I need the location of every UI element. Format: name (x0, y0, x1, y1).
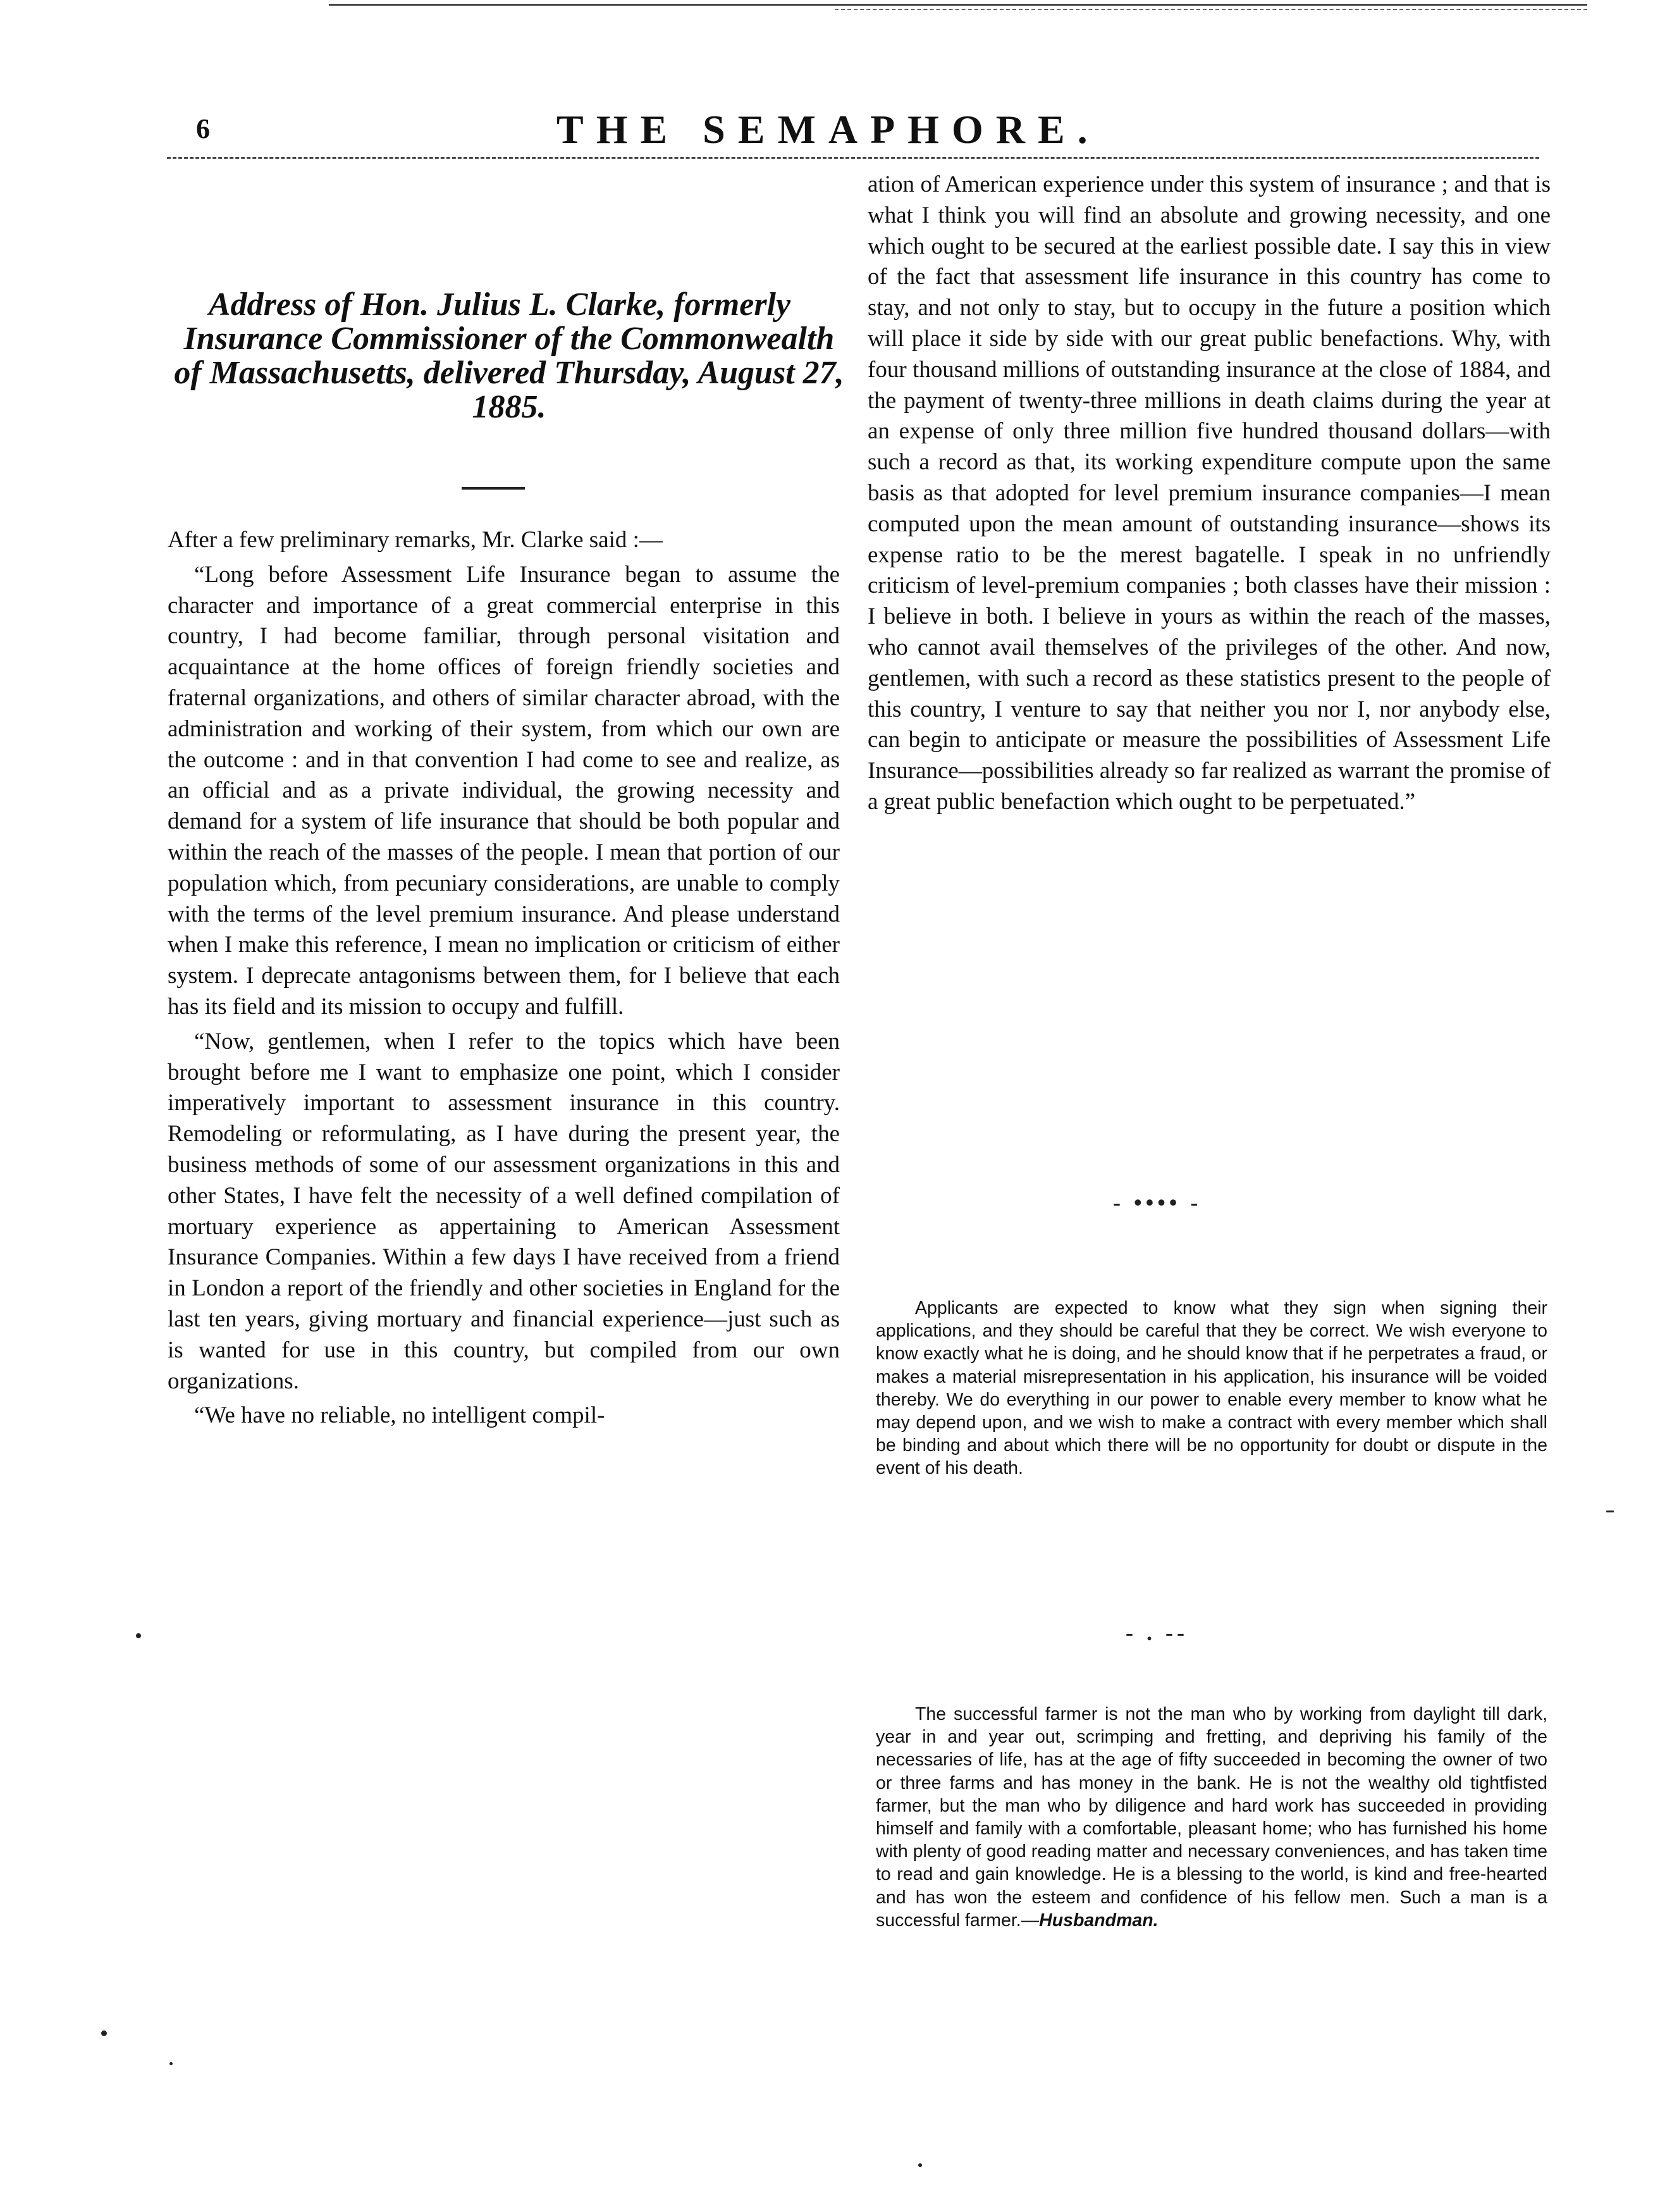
title-divider (462, 487, 525, 490)
top-border-rule (329, 4, 1587, 6)
section-separator: - . -- (1126, 1620, 1188, 1645)
article-continuation: ation of American experience under this system of insurance ; and that is what I think you will find an absolute and growing necessity, and one which ought to be secured at the earliest possible date. I say this in view of the fact that assessment life insurance in this country has come to stay, and not only to stay, but to occupy in the future a position which will place it side by side with our great public benefactions. Why, with four thousand millions of outstanding insurance at the close of 1884, and the payment of twenty-three millions in death claims during the year at an expense of only three million five hundred thousand dollars—with such a record as that, its working expenditure compute upon the same basis as that adopted for level premium insurance companies—I mean computed upon the mean amount of outstanding insurance—shows its expense ratio to be the merest bagatelle. I speak in no unfriendly criticism of level-premium companies ; both classes have their mission : I believe in both. I believe in yours as within the reach of the masses, who cannot avail themselves of the privileges of the other. And now, gentlemen, with such a record as these statistics present to the people of this country, I venture to say that neither you nor I, nor anybody else, can begin to anticipate or measure the possibilities of Assessment Life Insurance—possibilities already so far realized as warrant the promise of a great public benefaction which ought to be perpetuated.” (868, 171, 1551, 815)
print-speck (136, 1633, 141, 1638)
print-speck (101, 2030, 107, 2036)
article-intro: After a few preliminary remarks, Mr. Clarke said :— (168, 527, 663, 553)
farmer-note (876, 1703, 1547, 1932)
masthead: THE SEMAPHORE. (556, 107, 1100, 152)
header-rule (167, 157, 1539, 159)
article-paragraph: “Long before Assessment Life Insurance began to assume the character and importance of a great commercial enterprise in this country, I had become familiar, through personal visitation and acquaintance at the home offices of foreign friendly societies and fraternal organizations, and others of similar character abroad, with the administration and working of their system, from which our own are the outcome : and in that convention I had come to see and realize, as an official and as a private individual, the growing necessity and demand for a system of life insurance that should be both popular and within the reach of the masses of the people. I mean that portion of our population which, from pecuniary considerations, are unable to comply with the terms of the level premium insurance. And please understand when I make this reference, I mean no implication or criticism of either system. I deprecate antagonisms between them, for I believe that each has its field and its mission to occupy and fulfill. (168, 561, 840, 1020)
article-paragraph: “Now, gentlemen, when I refer to the topics which have been brought before me I want to emphasize one point, which I consider imperatively important to assessment insurance in this country. Remodeling or reformulating, as I have during the present year, the business methods of some of our assessment organizations in this and other States, I have felt the necessity of a well defined compilation of mortuary experience as appertaining to American Assessment Insurance Companies. Within a few days I have received from a friend in London a report of the friendly and other societies in England for the last ten years, giving mortuary and financial experience—just such as is wanted for use in this country, but compiled from our own organizations. (168, 1028, 840, 1394)
print-speck (169, 2062, 173, 2065)
farmer-note-source: Husbandman. (1039, 1910, 1159, 1931)
applicants-note: Applicants are expected to know what they sign when signing their applications, and they should be careful that they be correct. We wish everyone to know exactly what he is doing, and he should know that if he perpetrates a fraud, or makes a material misrepresentation in his application, his insurance will be voided thereby. We do everything in our power to enable every member to know what he may depend upon, and we wish to make a contract with every member which shall be binding and about which there will be no opportunity for doubt or dispute in the event of his death. (876, 1298, 1547, 1479)
print-speck (918, 2163, 922, 2167)
section-separator: - •••• - (1113, 1190, 1202, 1215)
page-number: 6 (196, 113, 210, 144)
print-speck (1606, 1511, 1614, 1512)
article-title: Address of Hon. Julius L. Clarke, formerly Insurance Commissioner of the Commonwealth of Massachusetts, delivered Thursday, August 27, 1885. (174, 287, 844, 425)
article-paragraph: “We have no reliable, no intelligent compil- (194, 1402, 605, 1429)
article-right-column (868, 170, 1551, 1182)
article-left-column (168, 525, 840, 2094)
farmer-note-text: The successful farmer is not the man who by working from daylight till dark, year in and year out, scrimping and fretting, and depriving his family of the necessaries of life, has at the age of fifty succeeded in becoming the owner of two or three farms and has money in the bank. He is not the wealthy old tightfisted farmer, but the man who by diligence and hard work has succeeded in providing himself and family with a comfortable, pleasant home; who has furnished his home with plenty of good reading matter and necessary conveniences, and has taken time to read and gain knowledge. He is a blessing to the world, is kind and free-hearted and has won the esteem and confidence of his fellow men. Such a man is a successful farmer.— (876, 1704, 1547, 1931)
top-border-dashed-rule (835, 9, 1587, 10)
